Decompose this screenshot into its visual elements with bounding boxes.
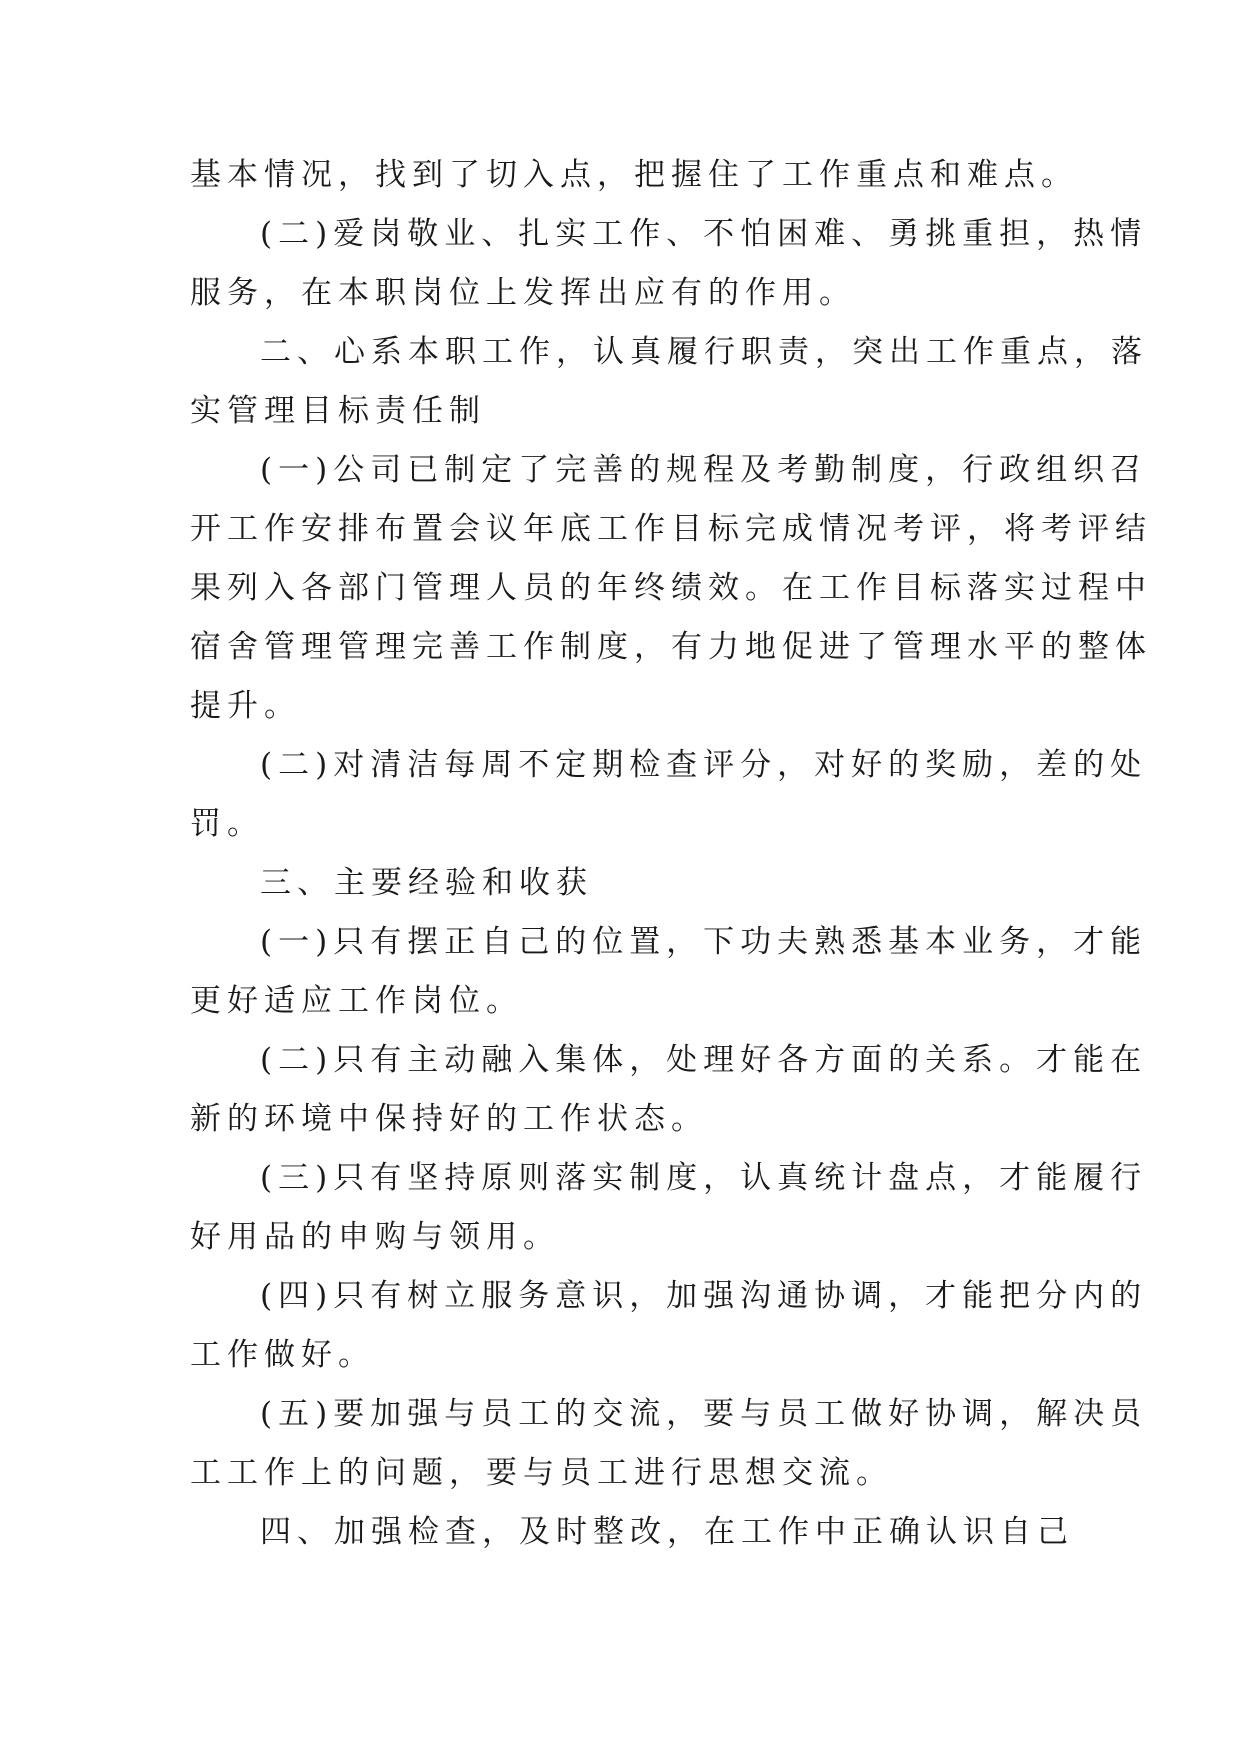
paragraph xyxy=(190,863,1050,903)
text-line: 四、加强检查，及时整改，在工作中正确认识自己 xyxy=(260,1514,1074,1550)
text-line: 工作做好。 xyxy=(190,1337,375,1373)
text-line: 提升。 xyxy=(190,688,301,724)
text-line: 罚。 xyxy=(190,806,264,842)
paragraph xyxy=(190,1394,1148,1493)
text-line: 工工作上的问题，要与员工进行思想交流。 xyxy=(190,1455,893,1491)
text-line: 果列入各部门管理人员的年终绩效。在工作目标落实过程中 xyxy=(190,570,1152,606)
text-line: 实管理目标责任制 xyxy=(190,393,486,429)
text-line: (四)只有树立服务意识，加强沟通协调，才能把分内的 xyxy=(260,1278,1148,1314)
paragraph xyxy=(190,745,1148,844)
paragraph xyxy=(190,922,1148,1021)
text-line: (二)爱岗敬业、扎实工作、不怕困难、勇挑重担，热情 xyxy=(260,216,1148,252)
paragraph xyxy=(190,1158,1148,1257)
text-line: 开工作安排布置会议年底工作目标完成情况考评，将考评结 xyxy=(190,511,1152,547)
text-line: (五)要加强与员工的交流，要与员工做好协调，解决员 xyxy=(260,1396,1148,1432)
text-line: 服务，在本职岗位上发挥出应有的作用。 xyxy=(190,275,856,311)
text-line: 二、心系本职工作，认真履行职责，突出工作重点，落 xyxy=(260,334,1148,370)
text-line: (二)只有主动融入集体，处理好各方面的关系。才能在 xyxy=(260,1042,1148,1078)
paragraph xyxy=(190,214,1148,313)
text-line: (二)对清洁每周不定期检查评分，对好的奖励，差的处 xyxy=(260,747,1148,783)
text-line: (一)公司已制定了完善的规程及考勤制度，行政组织召 xyxy=(260,452,1148,488)
text-line: 好用品的申购与领用。 xyxy=(190,1219,560,1255)
paragraph xyxy=(190,155,1078,195)
paragraph xyxy=(190,1512,1074,1552)
text-line: 三、主要经验和收获 xyxy=(260,865,593,901)
paragraph xyxy=(190,1276,1148,1375)
text-line: (三)只有坚持原则落实制度，认真统计盘点，才能履行 xyxy=(260,1160,1148,1196)
text-line: 基本情况，找到了切入点，把握住了工作重点和难点。 xyxy=(190,157,1078,193)
text-line: (一)只有摆正自己的位置，下功夫熟悉基本业务，才能 xyxy=(260,924,1148,960)
text-line: 宿舍管理管理完善工作制度，有力地促进了管理水平的整体 xyxy=(190,629,1152,665)
paragraph xyxy=(190,332,1148,431)
document-body xyxy=(190,155,1152,1552)
paragraph xyxy=(190,1040,1148,1139)
text-line: 更好适应工作岗位。 xyxy=(190,983,523,1019)
text-line: 新的环境中保持好的工作状态。 xyxy=(190,1101,708,1137)
paragraph xyxy=(190,450,1152,726)
